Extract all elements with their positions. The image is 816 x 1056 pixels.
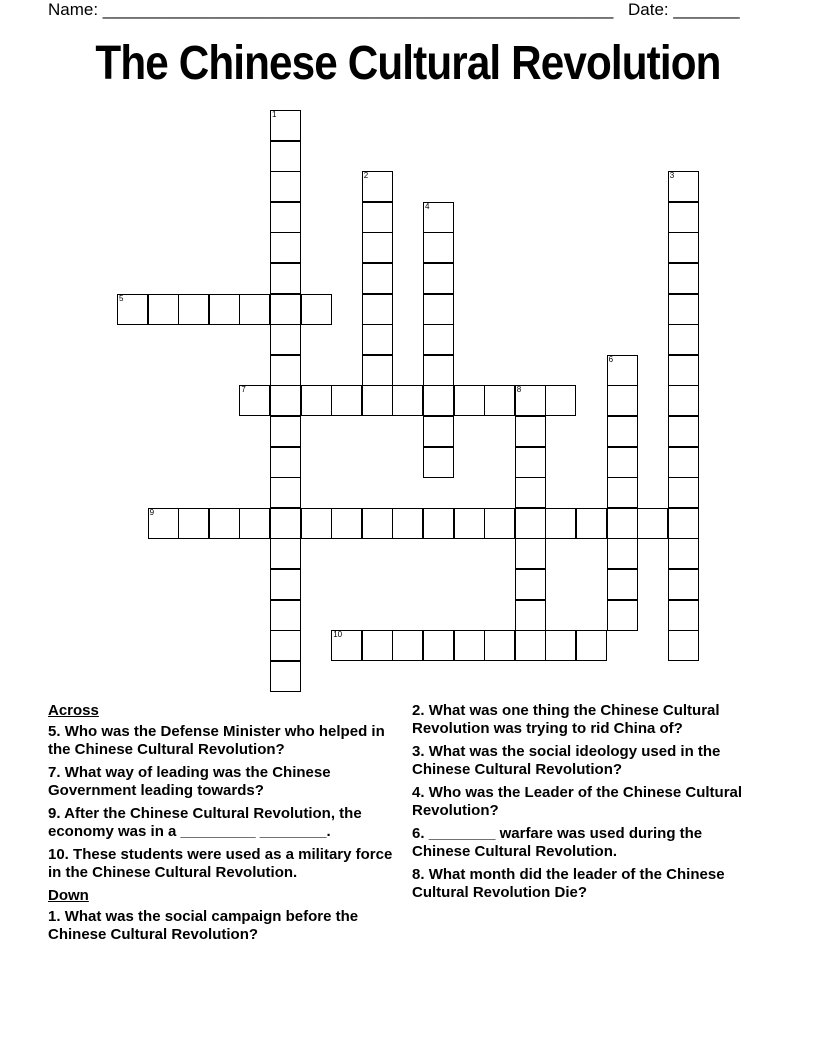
grid-cell[interactable] <box>148 508 179 539</box>
grid-cell[interactable] <box>668 600 699 631</box>
grid-cell[interactable] <box>454 385 485 416</box>
grid-cell[interactable] <box>545 630 576 661</box>
grid-cell[interactable] <box>423 508 454 539</box>
down-clue-4 <box>412 784 757 820</box>
grid-cell[interactable] <box>515 538 546 569</box>
cell-number: 2 <box>363 171 369 181</box>
grid-cell[interactable] <box>270 447 301 478</box>
grid-cell[interactable] <box>270 294 301 325</box>
grid-cell[interactable] <box>209 294 240 325</box>
grid-cell[interactable] <box>301 385 332 416</box>
clue-text: What way of leading was the Chinese Government leading towards? <box>48 764 331 799</box>
name-field-label: Name: ______________________________________________________ <box>48 0 614 19</box>
grid-cell[interactable] <box>301 294 332 325</box>
grid-cell[interactable] <box>668 263 699 294</box>
cell-number: 10 <box>333 630 343 640</box>
date-field-label: Date: _______ <box>628 0 740 19</box>
grid-cell[interactable] <box>668 477 699 508</box>
grid-cell[interactable] <box>668 202 699 233</box>
page-title: The Chinese Cultural Revolution <box>95 37 721 90</box>
cell-number: 4 <box>425 201 430 211</box>
grid-cell[interactable] <box>301 508 332 539</box>
grid-cell[interactable] <box>270 600 301 631</box>
grid-cell[interactable] <box>362 355 393 386</box>
clue-text: Who was the Defense Minister who helped in the Chinese Cultural Revolution? <box>48 723 385 758</box>
grid-cell[interactable] <box>362 324 393 355</box>
grid-cell[interactable] <box>362 232 393 263</box>
grid-cell[interactable] <box>392 385 423 416</box>
grid-cell[interactable] <box>668 324 699 355</box>
down-clue-2 <box>412 702 757 738</box>
cell-number: 7 <box>241 385 246 395</box>
grid-cell[interactable] <box>362 385 393 416</box>
grid-cell[interactable] <box>423 294 454 325</box>
grid-cell[interactable] <box>484 508 515 539</box>
grid-cell[interactable] <box>270 385 301 416</box>
grid-cell[interactable] <box>545 508 576 539</box>
grid-cell[interactable] <box>423 232 454 263</box>
clue-text: What was the social ideology used in the Chinese Cultural Revolution? <box>412 743 721 778</box>
grid-cell[interactable] <box>423 355 454 386</box>
grid-cell[interactable] <box>270 630 301 661</box>
grid-cell[interactable] <box>362 630 393 661</box>
grid-cell[interactable] <box>270 355 301 386</box>
grid-cell[interactable] <box>607 569 638 600</box>
grid-cell[interactable] <box>270 110 301 141</box>
grid-cell[interactable] <box>668 569 699 600</box>
grid-cell[interactable] <box>423 324 454 355</box>
grid-cell[interactable] <box>362 294 393 325</box>
clue-number: 6. <box>412 825 425 842</box>
grid-cell[interactable] <box>331 630 362 661</box>
grid-cell[interactable] <box>454 630 485 661</box>
grid-cell[interactable] <box>607 508 638 539</box>
cell-number: 6 <box>608 354 614 364</box>
grid-cell[interactable] <box>515 600 546 631</box>
grid-cell[interactable] <box>484 385 515 416</box>
grid-cell[interactable] <box>668 447 699 478</box>
grid-cell[interactable] <box>515 416 546 447</box>
grid-cell[interactable] <box>668 538 699 569</box>
clue-number: 3. <box>412 743 425 760</box>
grid-cell[interactable] <box>362 202 393 233</box>
grid-cell[interactable] <box>362 508 393 539</box>
grid-cell[interactable] <box>270 508 301 539</box>
grid-cell[interactable] <box>270 538 301 569</box>
grid-cell[interactable] <box>331 508 362 539</box>
clue-text: After the Chinese Cultural Revolution, the economy was in a _________ ________. <box>48 805 362 840</box>
grid-cell[interactable] <box>209 508 240 539</box>
grid-cell[interactable] <box>484 630 515 661</box>
grid-cell[interactable] <box>423 263 454 294</box>
cell-number: 9 <box>149 507 155 517</box>
grid-cell[interactable] <box>270 263 301 294</box>
clue-number: 2. <box>412 702 425 719</box>
grid-cell[interactable] <box>270 661 301 692</box>
clue-text: What was one thing the Chinese Cultural Revolution was trying to rid China of? <box>412 702 720 737</box>
grid-cell[interactable] <box>607 447 638 478</box>
clue-text: ________ warfare was used during the Chinese Cultural Revolution. <box>412 825 703 860</box>
grid-cell[interactable] <box>392 508 423 539</box>
down-heading: Down <box>48 887 89 904</box>
grid-cell[interactable] <box>545 385 576 416</box>
grid-cell[interactable] <box>423 447 454 478</box>
grid-cell[interactable] <box>239 508 270 539</box>
grid-cell[interactable] <box>178 294 209 325</box>
grid-cell[interactable] <box>117 294 148 325</box>
grid-cell[interactable] <box>270 171 301 202</box>
clue-number: 5. <box>48 723 61 740</box>
across-heading: Across <box>48 702 99 719</box>
grid-cell[interactable] <box>239 385 270 416</box>
grid-cell[interactable] <box>515 385 546 416</box>
grid-cell[interactable] <box>607 477 638 508</box>
grid-cell[interactable] <box>515 569 546 600</box>
grid-cell[interactable] <box>270 324 301 355</box>
cell-number: 1 <box>272 110 277 119</box>
clue-number: 1. <box>48 908 61 925</box>
grid-cell[interactable] <box>607 355 638 386</box>
grid-cell[interactable] <box>362 263 393 294</box>
grid-cell[interactable] <box>331 385 362 416</box>
grid-cell[interactable] <box>607 385 638 416</box>
clue-number: 7. <box>48 764 61 781</box>
grid-cell[interactable] <box>668 294 699 325</box>
clue-text: What was the social campaign before the Chinese Cultural Revolution? <box>48 908 359 943</box>
grid-cell[interactable] <box>576 508 607 539</box>
clue-number: 10. <box>48 846 69 863</box>
grid-cell[interactable] <box>668 508 699 539</box>
grid-cell[interactable] <box>668 171 699 202</box>
grid-cell[interactable] <box>668 355 699 386</box>
grid-cell[interactable] <box>515 477 546 508</box>
clue-number: 4. <box>412 784 425 801</box>
clue-number: 8. <box>412 866 425 883</box>
grid-cell[interactable] <box>607 416 638 447</box>
grid-cell[interactable] <box>423 416 454 447</box>
grid-cell[interactable] <box>270 477 301 508</box>
grid-cell[interactable] <box>607 538 638 569</box>
grid-cell[interactable] <box>148 294 179 325</box>
down-clue-1 <box>48 908 393 944</box>
clues-right-column <box>412 702 757 907</box>
clue-text: Who was the Leader of the Chinese Cultural Revolution? <box>412 784 743 819</box>
grid-cell[interactable] <box>178 508 209 539</box>
grid-cell[interactable] <box>239 294 270 325</box>
grid-cell[interactable] <box>637 508 668 539</box>
grid-cell[interactable] <box>515 630 546 661</box>
down-clue-8 <box>412 866 757 902</box>
cell-number: 3 <box>669 171 675 181</box>
grid-cell[interactable] <box>270 569 301 600</box>
grid-cell[interactable] <box>392 630 423 661</box>
across-clue-9 <box>48 805 393 841</box>
grid-cell[interactable] <box>668 416 699 447</box>
grid-cell[interactable] <box>668 232 699 263</box>
grid-cell[interactable] <box>362 171 393 202</box>
clue-text: These students were used as a military force in the Chinese Cultural Revolution. <box>48 846 393 881</box>
grid-cell[interactable] <box>515 508 546 539</box>
cell-number: 5 <box>119 293 124 303</box>
down-clue-3 <box>412 743 757 779</box>
clue-text: What month did the leader of the Chinese Cultural Revolution Die? <box>412 866 725 901</box>
grid-cell[interactable] <box>270 416 301 447</box>
grid-cell[interactable] <box>607 600 638 631</box>
grid-cell[interactable] <box>668 630 699 661</box>
cell-number: 8 <box>516 385 522 395</box>
grid-cell[interactable] <box>668 385 699 416</box>
grid-cell[interactable] <box>576 630 607 661</box>
across-clue-5 <box>48 723 393 759</box>
clue-number: 9. <box>48 805 61 822</box>
clues-left-column <box>48 702 393 949</box>
grid-cell[interactable] <box>515 447 546 478</box>
grid-cell[interactable] <box>423 385 454 416</box>
across-clue-7 <box>48 764 393 800</box>
grid-cell[interactable] <box>270 141 301 172</box>
grid-cell[interactable] <box>270 232 301 263</box>
across-clue-10 <box>48 846 393 882</box>
down-clue-6 <box>412 825 757 861</box>
grid-cell[interactable] <box>270 202 301 233</box>
grid-cell[interactable] <box>423 202 454 233</box>
grid-cell[interactable] <box>423 630 454 661</box>
grid-cell[interactable] <box>454 508 485 539</box>
